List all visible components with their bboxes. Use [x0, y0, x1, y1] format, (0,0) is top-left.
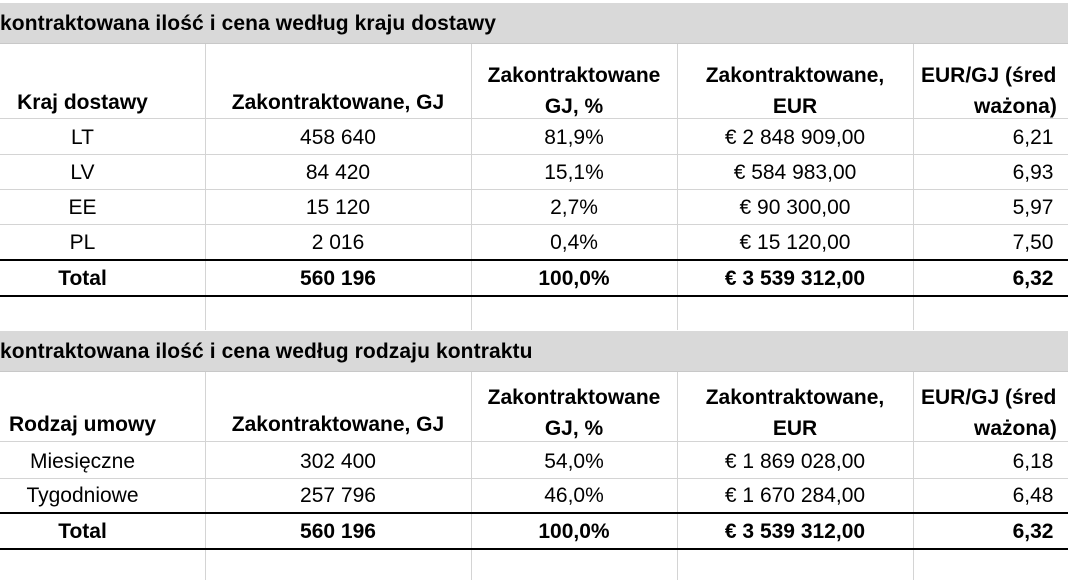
table-title-bar [0, 331, 1068, 372]
cell-total-label[interactable]: Total [58, 267, 107, 290]
column-header[interactable]: Rodzaj umowy [8, 413, 156, 436]
cell-percent[interactable]: 2,7% [550, 196, 598, 219]
cell-total-label[interactable]: Total [58, 520, 107, 543]
row-divider [0, 441, 1068, 442]
cell-country[interactable]: EE [68, 196, 97, 219]
cell-percent[interactable]: 54,0% [544, 450, 604, 473]
cell-gj[interactable]: 2 016 [311, 231, 365, 254]
table-title: kontraktowana ilość i cena według rodzaju kontraktu [0, 340, 533, 363]
cell-total-eur[interactable]: € 3 539 312,00 [724, 520, 866, 543]
cell-total-gj[interactable]: 560 196 [300, 520, 376, 543]
cell-gj[interactable]: 458 640 [300, 126, 376, 149]
cell-country[interactable]: LT [71, 126, 94, 149]
column-header[interactable]: Zakontraktowane GJ, % [487, 64, 661, 118]
table-title: kontraktowana ilość i cena według kraju dostawy [0, 12, 497, 35]
row-divider [0, 189, 1068, 190]
cell-eur[interactable]: € 1 869 028,00 [724, 450, 866, 473]
cell-total-eur[interactable]: € 3 539 312,00 [724, 267, 866, 290]
total-border [0, 259, 1068, 261]
cell-eur[interactable]: € 1 670 284,00 [724, 484, 866, 507]
cell-eur-gj[interactable]: 6,18 [1012, 450, 1054, 473]
cell-eur[interactable]: € 584 983,00 [733, 161, 857, 184]
row-divider [0, 154, 1068, 155]
cell-eur[interactable]: € 90 300,00 [739, 196, 851, 219]
cell-eur-gj[interactable]: 5,97 [1012, 196, 1054, 219]
cell-total-percent[interactable]: 100,0% [538, 267, 610, 290]
cell-total-eur-gj[interactable]: 6,32 [1012, 267, 1054, 290]
column-header[interactable]: Zakontraktowane, EUR [705, 386, 885, 440]
cell-gj[interactable]: 302 400 [300, 450, 376, 473]
cell-contract-type[interactable]: Miesięczne [29, 450, 136, 473]
cell-percent[interactable]: 46,0% [544, 484, 604, 507]
cell-eur-gj[interactable]: 6,48 [1012, 484, 1054, 507]
cell-eur[interactable]: € 15 120,00 [739, 231, 851, 254]
row-divider [0, 118, 1068, 119]
cell-eur-gj[interactable]: 7,50 [1012, 231, 1054, 254]
cell-eur[interactable]: € 2 848 909,00 [724, 126, 866, 149]
total-border [0, 548, 1068, 550]
column-header[interactable]: Zakontraktowane, GJ [231, 91, 445, 114]
cell-percent[interactable]: 81,9% [544, 126, 604, 149]
column-header[interactable]: Kraj dostawy [17, 91, 148, 114]
cell-total-percent[interactable]: 100,0% [538, 520, 610, 543]
cell-eur-gj[interactable]: 6,93 [1012, 161, 1054, 184]
cell-gj[interactable]: 84 420 [305, 161, 371, 184]
row-divider [0, 478, 1068, 479]
cell-gj[interactable]: 257 796 [300, 484, 376, 507]
table-title-bar [0, 3, 1068, 44]
row-divider [0, 224, 1068, 225]
total-border [0, 295, 1068, 297]
column-header[interactable]: Zakontraktowane GJ, % [487, 386, 661, 440]
cell-percent[interactable]: 15,1% [544, 161, 604, 184]
cell-gj[interactable]: 15 120 [305, 196, 371, 219]
total-border [0, 512, 1068, 514]
column-header[interactable]: Zakontraktowane, GJ [231, 413, 445, 436]
column-header[interactable]: EUR/GJ (śred ważona) [921, 64, 1057, 118]
cell-contract-type[interactable]: Tygodniowe [26, 484, 139, 507]
cell-eur-gj[interactable]: 6,21 [1012, 126, 1054, 149]
cell-total-gj[interactable]: 560 196 [300, 267, 376, 290]
cell-percent[interactable]: 0,4% [550, 231, 598, 254]
cell-country[interactable]: PL [69, 231, 96, 254]
cell-country[interactable]: LV [70, 161, 95, 184]
cell-total-eur-gj[interactable]: 6,32 [1012, 520, 1054, 543]
column-header[interactable]: Zakontraktowane, EUR [705, 64, 885, 118]
column-header[interactable]: EUR/GJ (śred ważona) [921, 386, 1057, 440]
